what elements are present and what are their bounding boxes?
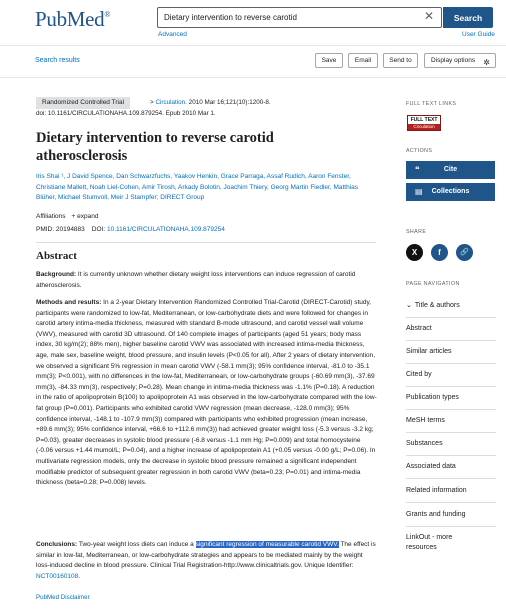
- doi-link[interactable]: 10.1161/CIRCULATIONAHA.109.879254: [106, 226, 225, 233]
- nav-divider: [406, 502, 496, 503]
- quote-icon: ❝: [415, 165, 420, 174]
- page-navigation-heading: PAGE NAVIGATION: [406, 281, 460, 287]
- search-input-value: Dietary intervention to reverse carotid: [164, 13, 297, 22]
- collections-icon: ▤: [415, 187, 423, 196]
- nav-associated-data[interactable]: Associated data: [406, 463, 456, 470]
- search-button[interactable]: Search: [443, 7, 493, 28]
- actions-heading: ACTIONS: [406, 148, 433, 154]
- conclusions-end: .: [78, 572, 81, 580]
- chevron-down-icon: ⌄: [406, 302, 412, 309]
- site-header: [0, 0, 506, 46]
- nav-cited-by[interactable]: Cited by: [406, 371, 432, 378]
- abstract-conclusions: [36, 540, 378, 582]
- citation: [150, 98, 340, 108]
- full-text-links-heading: FULL TEXT LINKS: [406, 101, 457, 107]
- nav-divider: [406, 363, 496, 364]
- nav-grants-funding[interactable]: Grants and funding: [406, 511, 466, 518]
- search-results-link[interactable]: Search results: [35, 57, 80, 64]
- advanced-search-link[interactable]: Advanced: [158, 31, 187, 38]
- authors-list[interactable]: Iris Shai ¹, J David Spence, Dan Schwarzfuchs, Yaakov Henkin, Grace Parraga, Assaf Rudich, Aaron Fenster, Christiane Mallett, Noah Liel-Cohen, Amir Tirosh, Arkady Bolotin, Joachim Thiery, Georg Martin Fiedler, Matthias Blüher, Michael Stumvoll, Meir J Stampfer; DIRECT Group: [36, 173, 359, 202]
- nav-similar-articles[interactable]: Similar articles: [406, 348, 452, 355]
- background-text: It is currently unknown whether dietary weight loss interventions can induce regression of carotid atherosclerosis.: [36, 271, 356, 289]
- collections-button[interactable]: [406, 183, 495, 201]
- send-to-button[interactable]: Send to: [383, 53, 418, 68]
- affiliations: [36, 213, 98, 220]
- methods-text: In a 2-year Dietary Intervention Randomized Controlled Trial-Carotid (DIRECT-Carotid) study, participants were randomized to low-fat, Mediterranean, or low-carbohydrate diets and were followed for changes in carotid artery intima-media thickness, measured with standard B-mode ultrasound, and carotid vessel wall volume (VWV), measured with carotid 3D ultrasound. Of 140 complete images of participants (aged 51 years; body mass index, 30 kg/m(2); 88% men), higher baseline carotid VWV was associated with increased intima-media thickness, age, male sex, baseline weight, blood pressure, and insulin levels (P<0.05 for all). After 2 years of dietary intervention, we observed a significant 5% regression in mean carotid VWV (-58.1 mm(3); 95% confidence interval, -81.0 to -35.1 mm(3); P<0.001), with no differences in the low-fat, Mediterranean, or low-carbohydrate groups (-60.69 mm(3), -37.69 mm(3), -84.33 mm(3), respectively; P=0.28). Mean change in intima-media thickness was -1.1% (P=0.18). A reduction in the ratio of apolipoprotein B(100) to apolipoprotein A1 was observed in the low-carbohydrate compared with the low-fat group (P=0.001). Participants who exhibited carotid VWV regression (mean decrease, -128.0 mm(3); 95% confidence interval, -148.1 to -107.9 mm(3)) compared with participants who exhibited progression (mean increase, +89.6 mm(3); 95% confidence interval, +66.6 to +112.6 mm(3)) had achieved greater weight loss (-5.3 versus -3.2 kg; P=0.03), greater decreases in systolic blood pressure (-6.8 versus -1.1 mm Hg; P=0.009) and total homocysteine (-0.06 versus +1.44 mumol/L; P=0.04), and a higher increase of apolipoprotein A1 (+0.05 versus -0.00 g/L; P=0.06). In multivariate regression models, only the decrease in systolic blood pressure remained a significant independent modifiable predictor of subsequent greater regression in both carotid VWV (beta=0.23; P=0.01) and intima-media thickness (beta=0.28; P=0.008) levels.: [36, 299, 377, 487]
- toolbar-divider: [0, 77, 506, 78]
- trial-identifier-link[interactable]: NCT00160108: [36, 572, 79, 580]
- citation-doi: doi: 10.1161/CIRCULATIONAHA.109.879254. Epub 2010 Mar 1.: [36, 110, 216, 117]
- full-text-circulation-link[interactable]: [407, 115, 441, 131]
- email-button[interactable]: Email: [348, 53, 378, 68]
- conclusions-text-pre: Two-year weight loss diets can induce a: [77, 541, 196, 548]
- nav-divider: [406, 317, 496, 318]
- nav-divider: [406, 526, 496, 527]
- gear-icon: ✲: [483, 58, 490, 67]
- user-guide-link[interactable]: User Guide: [462, 31, 495, 38]
- methods-label: Methods and results:: [36, 299, 102, 306]
- abstract-methods: [36, 298, 378, 489]
- conclusions-text-post: The effect is similar in low-fat, Mediterranean, or low-carbohydrate strategies and appears to be mediated mainly by the weight loss-induced decline in blood pressure. Clinical Trial Registration-http://www.clinicaltrials.gov. Unique Identifier:: [36, 541, 376, 570]
- background-label: Background:: [36, 271, 77, 278]
- article-title: Dietary intervention to reverse carotid atherosclerosis: [36, 130, 274, 164]
- link-share-icon[interactable]: 🔗: [456, 244, 473, 261]
- pubmed-disclaimer-link[interactable]: PubMed Disclaimer: [36, 594, 90, 601]
- conclusions-label: Conclusions:: [36, 541, 78, 548]
- full-text-logo-top: FULL TEXT: [410, 117, 438, 123]
- nav-divider: [406, 386, 496, 387]
- publication-type-badge: Randomized Controlled Trial: [36, 97, 130, 109]
- x-share-icon[interactable]: X: [406, 244, 423, 261]
- nav-divider: [406, 478, 496, 479]
- full-text-logo-bottom: Circulation: [408, 124, 440, 130]
- save-button[interactable]: Save: [315, 53, 343, 68]
- citation-prefix: >: [150, 99, 156, 106]
- nav-substances[interactable]: Substances: [406, 440, 443, 447]
- nav-divider: [406, 432, 496, 433]
- display-options-button[interactable]: [424, 53, 496, 68]
- logo-med: Med: [66, 7, 105, 31]
- affiliations-label: Affiliations: [36, 213, 66, 220]
- cite-button[interactable]: [406, 161, 495, 179]
- clear-search-icon[interactable]: ✕: [423, 9, 435, 23]
- nav-linkout[interactable]: LinkOut - more resources: [406, 534, 453, 551]
- expand-affiliations-button[interactable]: + expand: [71, 213, 99, 220]
- journal-link[interactable]: Circulation.: [155, 99, 187, 106]
- pubmed-logo[interactable]: [35, 7, 110, 32]
- display-options-label: Display options: [431, 57, 476, 64]
- nav-abstract[interactable]: Abstract: [406, 325, 432, 332]
- doi-label: DOI:: [91, 226, 107, 233]
- nav-mesh-terms[interactable]: MeSH terms: [406, 417, 445, 424]
- identifiers: [36, 226, 225, 233]
- nav-divider: [406, 409, 496, 410]
- nav-divider: [406, 340, 496, 341]
- pmid: PMID: 20194883: [36, 226, 85, 233]
- logo-registered: ®: [104, 10, 111, 19]
- abstract-heading: Abstract: [36, 250, 77, 262]
- nav-publication-types[interactable]: Publication types: [406, 394, 459, 401]
- heading-divider: [36, 242, 376, 243]
- selected-text-highlight[interactable]: significant regression of measurable carotid VWV.: [195, 541, 339, 548]
- nav-related-information[interactable]: Related information: [406, 487, 467, 494]
- cite-label: Cite: [443, 166, 458, 173]
- logo-pub: Pub: [35, 7, 67, 31]
- share-heading: SHARE: [406, 229, 427, 235]
- nav-title-authors[interactable]: [406, 301, 496, 311]
- abstract-background: [36, 270, 378, 291]
- facebook-share-icon[interactable]: f: [431, 244, 448, 261]
- search-input[interactable]: [157, 7, 442, 28]
- collections-label: Collections: [431, 188, 470, 195]
- citation-details: 2010 Mar 16;121(10):1200-8.: [186, 99, 271, 106]
- nav-title-authors-label: Title & authors: [414, 302, 460, 309]
- nav-divider: [406, 455, 496, 456]
